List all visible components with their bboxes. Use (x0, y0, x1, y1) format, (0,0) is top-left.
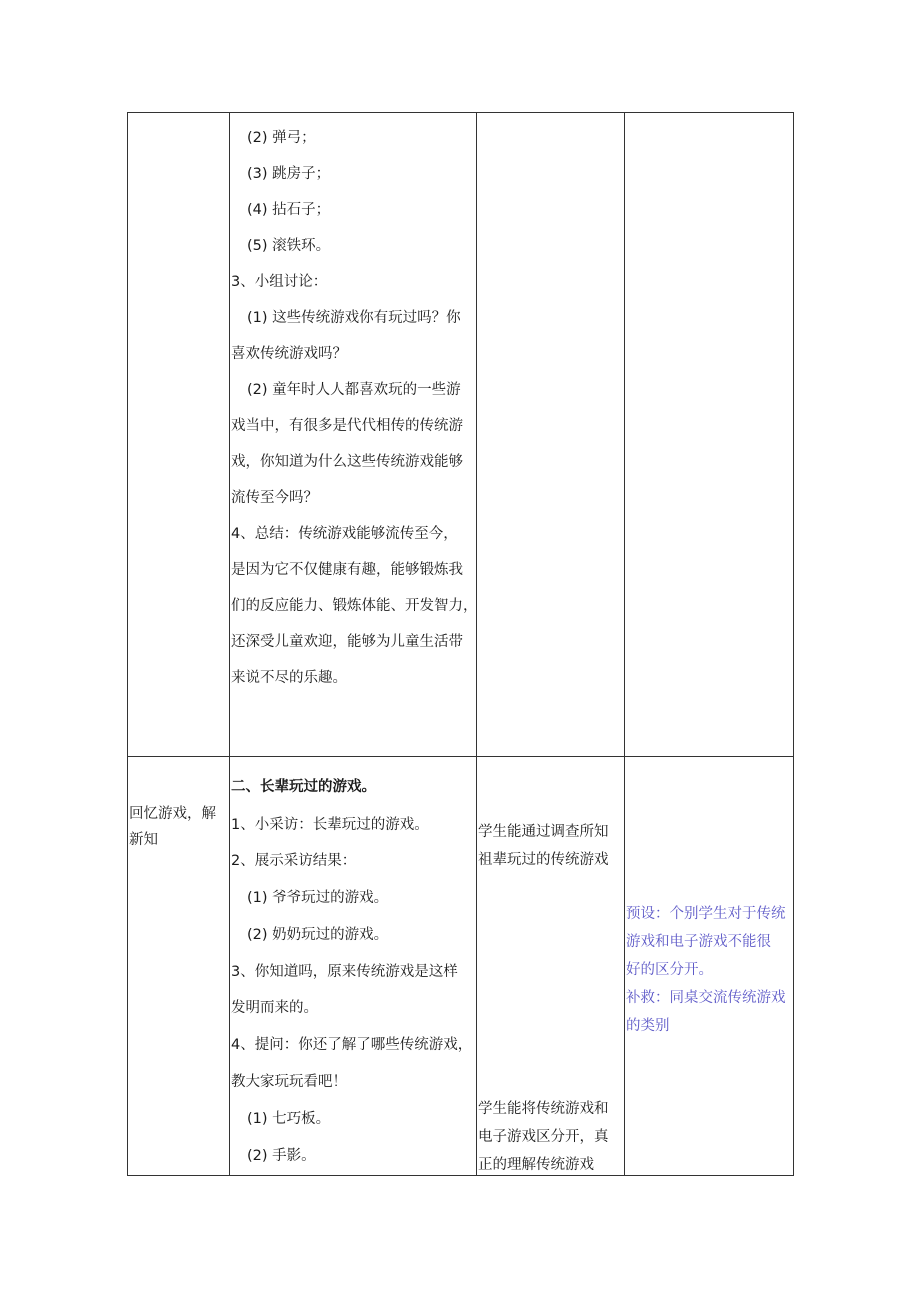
stage-label: 回忆游戏，解 (129, 806, 216, 822)
preset-note: 好的区分开。 (626, 962, 713, 978)
stage-label: 新知 (129, 832, 158, 848)
table-left-border (127, 112, 128, 1176)
question-text: 喜欢传统游戏吗？ (231, 346, 347, 362)
column-divider-2 (476, 112, 477, 1176)
summary-text: 还深受儿童欢迎，能够为儿童生活带 (231, 634, 463, 650)
learning-outcome: 学生能通过调查所知 (478, 824, 609, 840)
question-text: (1) 这些传统游戏你有玩过吗？你 (247, 310, 461, 326)
row-divider (127, 756, 794, 757)
remedy-note: 补救：同桌交流传统游戏 (626, 990, 786, 1006)
list-item: 2、展示采访结果： (231, 853, 357, 869)
list-item: (1) 七巧板。 (247, 1111, 331, 1127)
table-top-border (127, 112, 794, 113)
list-item: 发明而来的。 (231, 1000, 318, 1016)
learning-outcome: 学生能将传统游戏和 (478, 1101, 609, 1117)
list-item: 1、小采访：长辈玩过的游戏。 (231, 817, 429, 833)
list-item: (3) 跳房子； (247, 166, 331, 182)
remedy-note: 的类别 (626, 1018, 670, 1034)
summary-text: 4、总结：传统游戏能够流传至今， (231, 526, 458, 542)
summary-text: 是因为它不仅健康有趣，能够锻炼我 (231, 562, 463, 578)
preset-note: 游戏和电子游戏不能很 (626, 934, 771, 950)
list-item: (1) 爷爷玩过的游戏。 (247, 890, 389, 906)
summary-text: 们的反应能力、锻炼体能、开发智力， (231, 598, 478, 614)
list-item: 教大家玩玩看吧！ (231, 1074, 347, 1090)
list-item: (5) 滚铁环。 (247, 238, 331, 254)
question-text: 流传至今吗？ (231, 490, 318, 506)
learning-outcome: 正的理解传统游戏 (478, 1157, 594, 1173)
section-heading: 二、长辈玩过的游戏。 (231, 779, 376, 795)
learning-outcome: 祖辈玩过的传统游戏 (478, 852, 609, 868)
preset-note: 预设：个别学生对于传统 (626, 906, 786, 922)
lesson-plan-table (127, 112, 794, 1176)
table-right-border (793, 112, 794, 1176)
section-heading: 3、小组讨论： (231, 274, 328, 290)
list-item: (2) 弹弓； (247, 130, 316, 146)
list-item: (4) 拈石子； (247, 202, 331, 218)
list-item: 4、提问：你还了解了哪些传统游戏， (231, 1037, 473, 1053)
question-text: 戏，你知道为什么这些传统游戏能够 (231, 454, 463, 470)
list-item: (2) 手影。 (247, 1148, 316, 1164)
learning-outcome: 电子游戏区分开，真 (478, 1129, 609, 1145)
question-text: (2) 童年时人人都喜欢玩的一些游 (247, 382, 461, 398)
table-bottom-border (127, 1175, 794, 1176)
list-item: 3、你知道吗，原来传统游戏是这样 (231, 964, 458, 980)
column-divider-3 (624, 112, 625, 1176)
column-divider-1 (229, 112, 230, 1176)
list-item: (2) 奶奶玩过的游戏。 (247, 927, 389, 943)
question-text: 戏当中，有很多是代代相传的传统游 (231, 418, 463, 434)
summary-text: 来说不尽的乐趣。 (231, 670, 347, 686)
